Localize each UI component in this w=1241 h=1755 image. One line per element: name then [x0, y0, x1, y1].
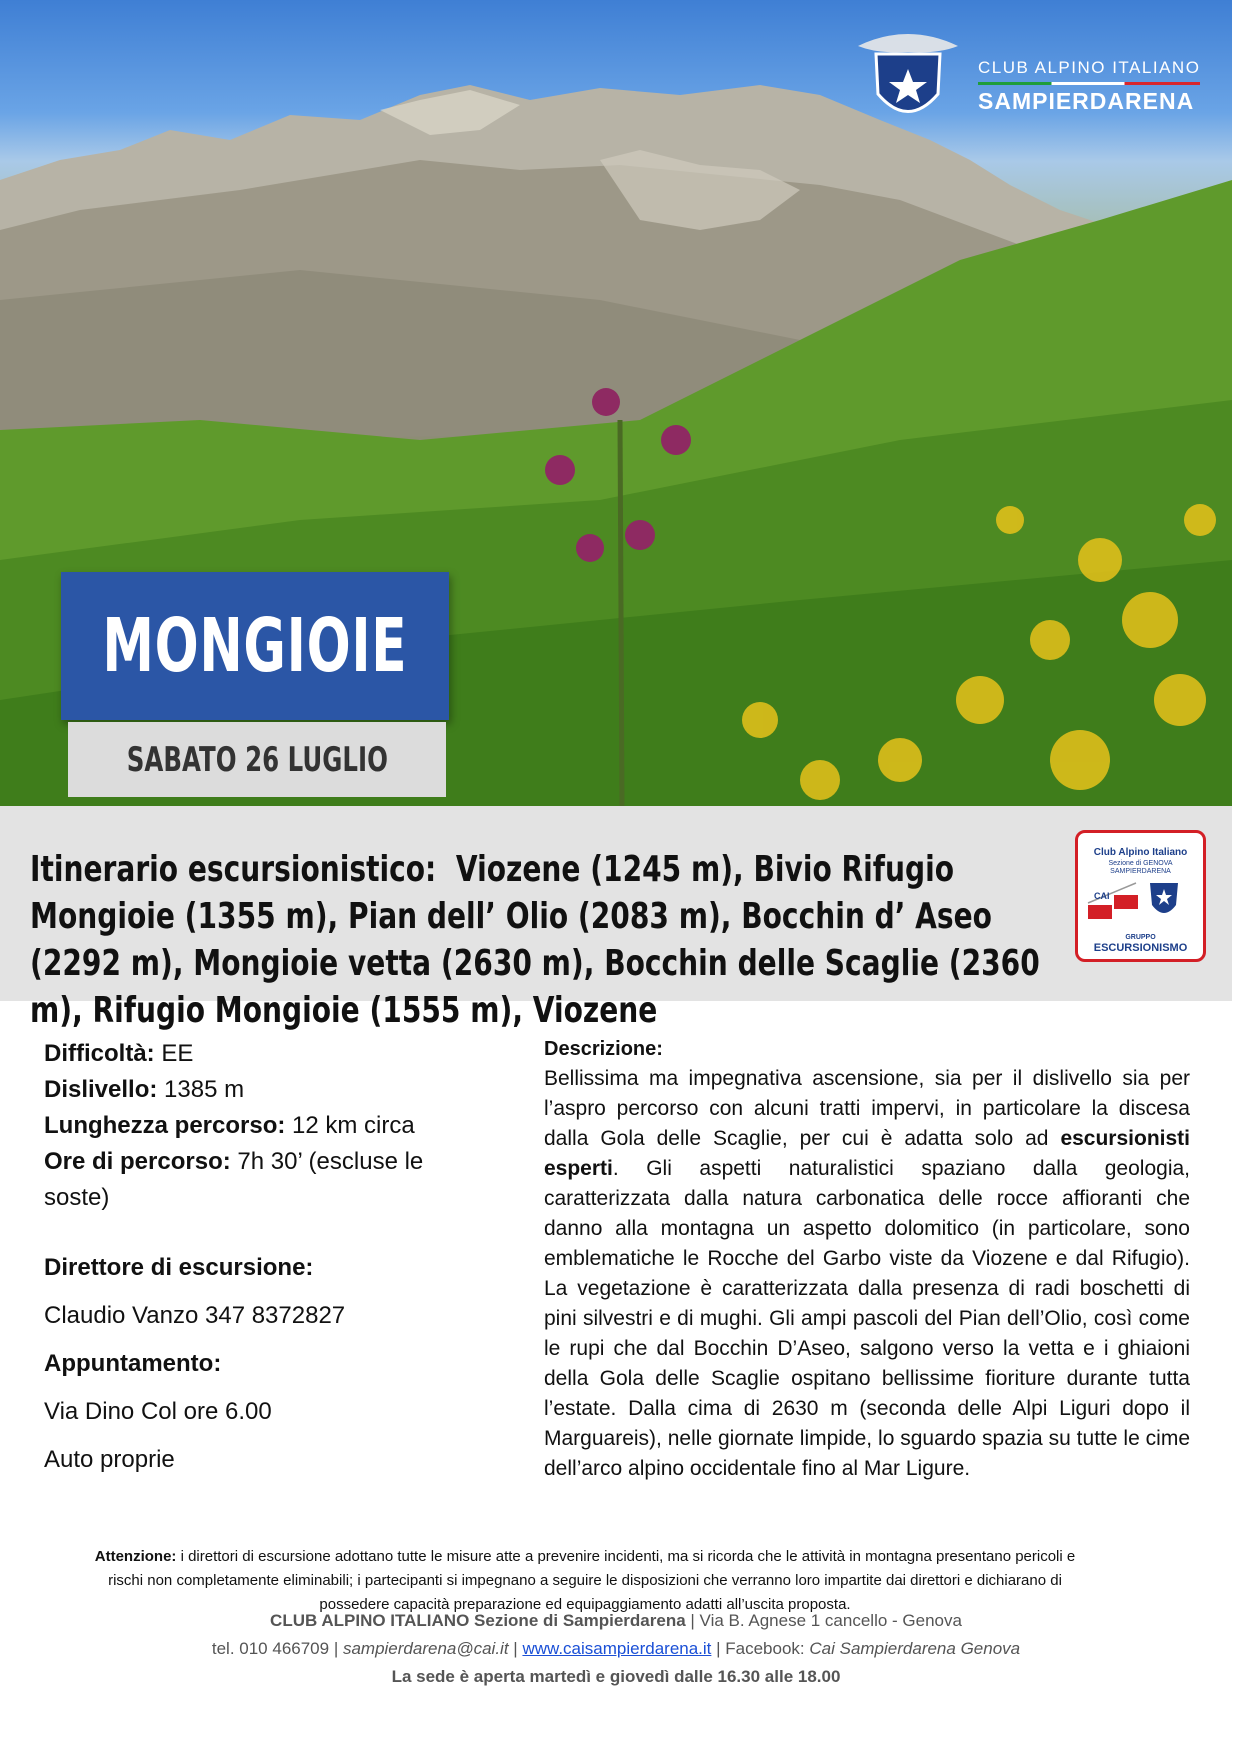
cai-logo: [848, 24, 1201, 134]
difficulty-label: Difficoltà:: [44, 1040, 155, 1067]
footer-line-contacts: tel. 010 466709 | sampierdarena@cai.it | www.caisampierdarena.it | Facebook: Cai Sampierdarena Genova: [211, 1639, 1021, 1658]
warning-label: Attenzione:: [94, 1548, 177, 1565]
warning-text: i direttori di escursione adottano tutte le misure atte a prevenire incidenti, ma si ricorda che le attività in montagna presentano pericoli e rischi non completamente eliminabili; i partecipanti si impegnano a seguire le disposizioni che verranno loro impartite dai direttori e dichiarano di possedere capacità preparazione ed equipaggiamento adatti all’uscita proposta.: [108, 1548, 1076, 1613]
footer-line-address: [0, 1607, 1232, 1635]
hours-value: 7h 30’ (escluse le soste): [44, 1148, 424, 1211]
event-date-box: [68, 722, 446, 797]
badge-section: Sezione di GENOVA SAMPIERDARENA: [1108, 860, 1173, 875]
footer-address: | Via B. Agnese 1 cancello - Genova: [685, 1611, 962, 1630]
meeting-label: Appuntamento:: [44, 1350, 222, 1377]
org-name-line2: SAMPIERDARENA: [978, 88, 1195, 114]
transport: Auto proprie: [44, 1446, 175, 1473]
event-title-box: [61, 572, 449, 720]
hours-label: Ore di percorso:: [44, 1148, 231, 1175]
description-heading: Descrizione:: [544, 1038, 663, 1060]
length-value: 12 km circa: [285, 1112, 415, 1139]
trip-info: [44, 1036, 464, 1473]
difficulty-value: EE: [154, 1040, 194, 1067]
badge-org: Club Alpino Italiano: [1093, 847, 1188, 858]
description-bold: escursionisti esperti: [544, 1127, 1190, 1180]
event-date: SABATO 26 LUGLIO: [126, 739, 388, 780]
event-title: MONGIOIE: [102, 603, 408, 689]
badge-cai: CAI: [1094, 891, 1110, 901]
badge-group-small: GRUPPO: [1125, 934, 1156, 941]
footer-hours: La sede è aperta martedì e giovedì dalle 16.30 alle 18.00: [391, 1667, 841, 1686]
meeting-place: Via Dino Col ore 6.00: [44, 1398, 272, 1425]
tricolor-divider: [978, 82, 1200, 85]
director-label: Direttore di escursione:: [44, 1254, 314, 1281]
itinerary-band: [0, 806, 1232, 1031]
badge-group: ESCURSIONISMO: [1093, 942, 1188, 954]
footer-website-link[interactable]: www.caisampierdarena.it: [522, 1639, 712, 1658]
elevation-row: [44, 1072, 464, 1108]
elevation-value: 1385 m: [157, 1076, 245, 1103]
footer-email[interactable]: sampierdarena@cai.it: [342, 1639, 509, 1658]
hours-row: [44, 1144, 464, 1216]
itinerary-label: Itinerario escursionistico:: [30, 849, 437, 890]
escursionismo-badge: [1075, 830, 1206, 962]
footer: [0, 1607, 1232, 1691]
director-value: Claudio Vanzo 347 8372827: [44, 1302, 346, 1329]
length-row: [44, 1108, 464, 1144]
eagle-shield-icon: [848, 24, 968, 134]
itinerary-route: Viozene (1245 m), Bivio Rifugio Mongioie (1355 m), Pian dell’ Olio (2083 m), Bocchin d’ Aseo (2292 m), Mongioie vetta (2630 m), Bocchin delle Scaglie (2360 m), Rifugio Mongioie (1555 m), Viozene: [30, 849, 1040, 1031]
footer-org: CLUB ALPINO ITALIANO Sezione di Sampierdarena: [270, 1611, 686, 1630]
difficulty-row: [44, 1036, 464, 1072]
footer-facebook[interactable]: Cai Sampierdarena Genova: [809, 1639, 1021, 1658]
itinerary-text: [30, 846, 1075, 1034]
elevation-label: Dislivello:: [44, 1076, 158, 1103]
org-name-line1: CLUB ALPINO ITALIANO: [978, 58, 1201, 77]
description: [544, 1034, 1190, 1484]
length-label: Lunghezza percorso:: [44, 1112, 286, 1139]
description-text: Bellissima ma impegnativa ascensione, sia per il dislivello sia per l’aspro percorso con alcuni tratti impervi, in particolare la discesa dalla Gola delle Scaglie, per cui è adatta solo ad escursionisti esperti. Gli aspetti naturalistici spaziano dalla geologia, caratterizzata dalla natura carbonatica delle rocce affioranti che danno alla montagna un aspetto dolomitico (in particolare, sono emblematiche le Rocche del Garbo viste da Viozene e dal Rifugio). La vegetazione è caratterizzata dalla presenza di radi boschetti di pini silvestri e di mughi. Gli ampi pascoli del Pian dell’Olio, così come le rupi che dal Bocchin D’Aseo, salgono verso la vetta e i ghiaioni della Gola delle Scaglie ospitano bellissime fioriture durante tutta l’estate. Dalla cima di 2630 m (seconda delle Alpi Liguri dopo il Marguareis), nelle giornate limpide, lo sguardo spazia su tutte le cime dell’arco alpino occidentale fino al Mar Ligure.: [544, 1067, 1190, 1480]
